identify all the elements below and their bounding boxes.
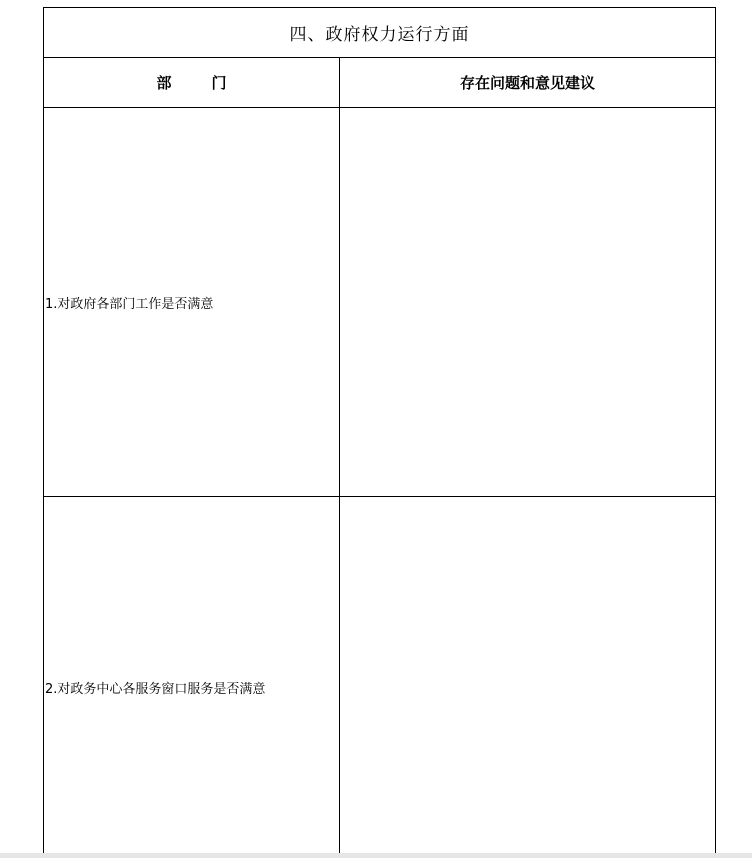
table-row (44, 497, 715, 858)
header-department-cell (44, 58, 340, 107)
item-label: 1.对政府各部门工作是否满意 (45, 296, 214, 312)
header-department-char-2: 门 (211, 74, 227, 92)
item-label-cell (44, 497, 340, 858)
header-suggestion-label: 存在问题和意见建议 (459, 74, 595, 92)
header-suggestion-cell (340, 58, 715, 107)
table-row (44, 108, 715, 497)
header-department-label (156, 72, 226, 93)
page-bottom-edge (0, 853, 752, 858)
header-department-char-1: 部 (156, 74, 172, 92)
table-title-row (44, 8, 715, 58)
table-header-row (44, 58, 715, 108)
survey-table (43, 7, 716, 858)
item-suggestion-cell[interactable] (340, 108, 715, 496)
item-label-cell (44, 108, 340, 496)
table-title: 四、政府权力运行方面 (289, 25, 470, 45)
item-suggestion-cell[interactable] (340, 497, 715, 858)
item-label: 2.对政务中心各服务窗口服务是否满意 (45, 681, 266, 697)
